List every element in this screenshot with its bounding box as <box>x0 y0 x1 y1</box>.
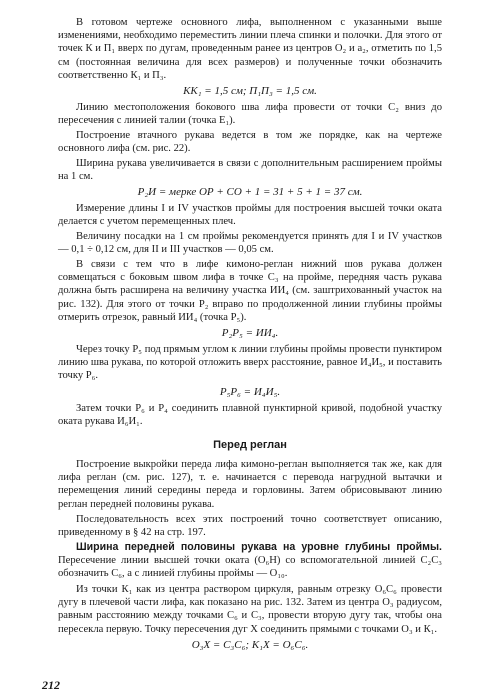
paragraph-ease-amount: Величину посадки на 1 см проймы рекомендуется принять для I и IV участков — 0,1 ÷ 0,12 см, для II и III участков — 0,05 см. <box>58 231 442 256</box>
paragraph-subhead-body: Пересечение линии высшей точки оката (О₆Н) со вспомогательной линией С₂С₃ обозначить С₆, а с линией глубины проймы — О₁₀. <box>58 555 442 580</box>
paragraph-seam-alignment: В связи с тем что в лифе кимоно-реглан нижний шов рукава должен совмещаться с боковым швом лифа в точке С₃ на пройме, передняя часть рукава должна быть расширена на величину участка ИИ₄ (см. заштрихованный участок на рис. 132). Для этого от точки Р₂ вправо по продолженной линии глубины проймы отмерить отрезок, равный ИИ₄ (точка Р₅). <box>58 259 442 323</box>
paragraph-sleeve-seam-line: Через точку Р₅ под прямым углом к линии глубины проймы провести пунктиром линию шва рукава, по которой отложить вверх расстояние, равное И₄И₅, и поставить точку Р₆. <box>58 344 442 382</box>
paragraph-armhole-measure: Измерение длины I и IV участков проймы для построения высшей точки оката делается с учетом перемещенных плеч. <box>58 203 442 228</box>
formula-shoulder-offsets: КК₁ = 1,5 см; П₁П₃ = 1,5 см. <box>183 85 317 97</box>
paragraph-side-seam: Линию местоположения бокового шва лифа провести от точки С₂ вниз до пересечения с линией талии (точка Е₁). <box>58 102 442 127</box>
paragraph-subhead: Ширина передней половины рукава на уровне глубины проймы. <box>76 541 442 553</box>
formula-arc: О₃Х = С₃С₆; К₁Х = О₆С₆. <box>191 639 309 651</box>
paragraph-sleeve-construction: Построение втачного рукава ведется в том же порядке, как на чертеже основного лифа (см. рис. 22). <box>58 130 442 155</box>
paragraph-arc-construction: Из точки К₁ как из центра раствором циркуля, равным отрезку О₆С₆ провести дугу в плечевой части лифа, как показано на рис. 132. Затем из центра О₃ радиусом, равным расстоянию между точками С₆ и С₃, провести вторую дугу так, чтобы она пересекла первую. Точку пересечения дуг X соединить прямыми с точками О₃ и К₁. <box>58 584 442 635</box>
formula-p5p6: Р₅Р₆ = И₄И₅. <box>219 386 281 398</box>
paragraph-sequence: Последовательность всех этих построений точно соответствует описанию, приведенному в § 42 на стр. 197. <box>58 514 442 539</box>
paragraph-front-sleeve-width <box>58 541 442 581</box>
formula-sleeve-width: Р₂И = мерке ОР + СО + 1 = 31 + 5 + 1 = 37 см. <box>137 186 363 198</box>
section-heading: Перед реглан <box>213 439 287 451</box>
paragraph-curve-join: Затем точки Р₆ и Р₄ соединить плавной пунктирной кривой, подобной участку оката рукава И₆И₁. <box>58 403 442 428</box>
paragraph-sleeve-width: Ширина рукава увеличивается в связи с дополнительным расширением проймы на 1 см. <box>58 158 442 183</box>
formula-p2p5: Р₂Р₅ = ИИ₄. <box>221 327 279 339</box>
paragraph-shoulder-lines: В готовом чертеже основного лифа, выполненном с указанными выше изменениями, необходимо переместить линии плеча спинки и полочки. Для этого от точек К и П₁ вверх по дугам, проведенным ранее из центров О₂ и а₂, отметить по 1,5 см (постоянная величина для всех размеров) и полученные точки обозначить соответственно К₁ и П₃. <box>58 17 442 81</box>
paragraph-front-pattern: Построение выкройки переда лифа кимоно-реглан выполняется так же, как для лифа реглан (см. рис. 127), т. е. начинается с перевода нагрудной вытачки и перемещения линий середины переда и горловины. Затем обрисовывают линию реглан передней половины рукава. <box>58 459 442 510</box>
page-number: 212 <box>42 678 60 692</box>
